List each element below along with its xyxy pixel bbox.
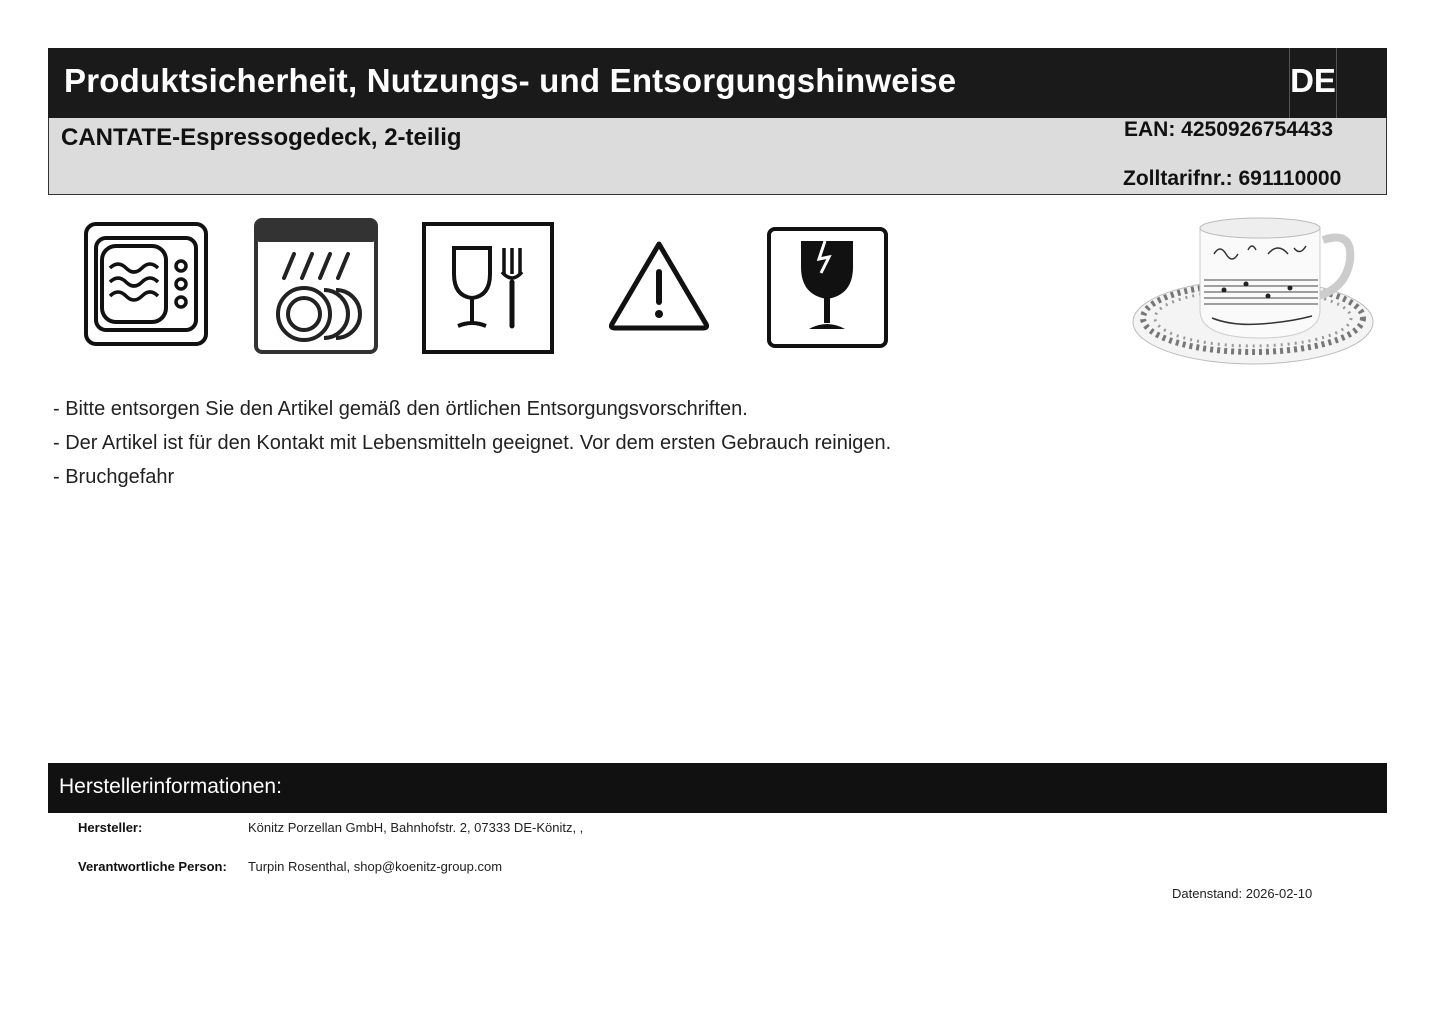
responsible-person-label: Verantwortliche Person: bbox=[78, 859, 227, 874]
product-info-bar bbox=[48, 118, 1387, 195]
manufacturer-title: Herstellerinformationen: bbox=[59, 775, 282, 798]
manufacturer-label: Hersteller: bbox=[78, 820, 143, 835]
header-bar bbox=[48, 48, 1387, 118]
fragile-icon bbox=[767, 227, 888, 348]
warning-icon bbox=[606, 238, 712, 332]
manufacturer-value: Könitz Porzellan GmbH, Bahnhofstr. 2, 07333 DE-Könitz, , bbox=[248, 820, 584, 835]
ean-number: EAN: 4250926754433 bbox=[1124, 118, 1333, 141]
note-disposal: - Bitte entsorgen Sie den Artikel gemäß den örtlichen Entsorgungsvorschriften. bbox=[53, 398, 748, 420]
responsible-person-value: Turpin Rosenthal, shop@koenitz-group.com bbox=[248, 859, 503, 874]
dishwasher-icon bbox=[254, 218, 378, 354]
customs-tariff-number: Zolltarifnr.: 691110000 bbox=[1123, 167, 1342, 190]
product-photo bbox=[1128, 210, 1378, 370]
usage-notes bbox=[53, 392, 891, 494]
page-title: Produktsicherheit, Nutzungs- und Entsorgungshinweise bbox=[64, 62, 957, 99]
note-fragile: - Bruchgefahr bbox=[53, 466, 175, 488]
food-safe-icon bbox=[422, 222, 554, 354]
manufacturer-header bbox=[48, 763, 1387, 813]
microwave-icon bbox=[84, 222, 208, 346]
data-date: Datenstand: 2026-02-10 bbox=[1172, 886, 1313, 901]
language-badge: DE bbox=[1289, 48, 1337, 118]
product-name: CANTATE-Espressogedeck, 2-teilig bbox=[61, 124, 462, 151]
note-food-contact: - Der Artikel ist für den Kontakt mit Lebensmitteln geeignet. Vor dem ersten Gebrauch reinigen. bbox=[53, 432, 892, 454]
